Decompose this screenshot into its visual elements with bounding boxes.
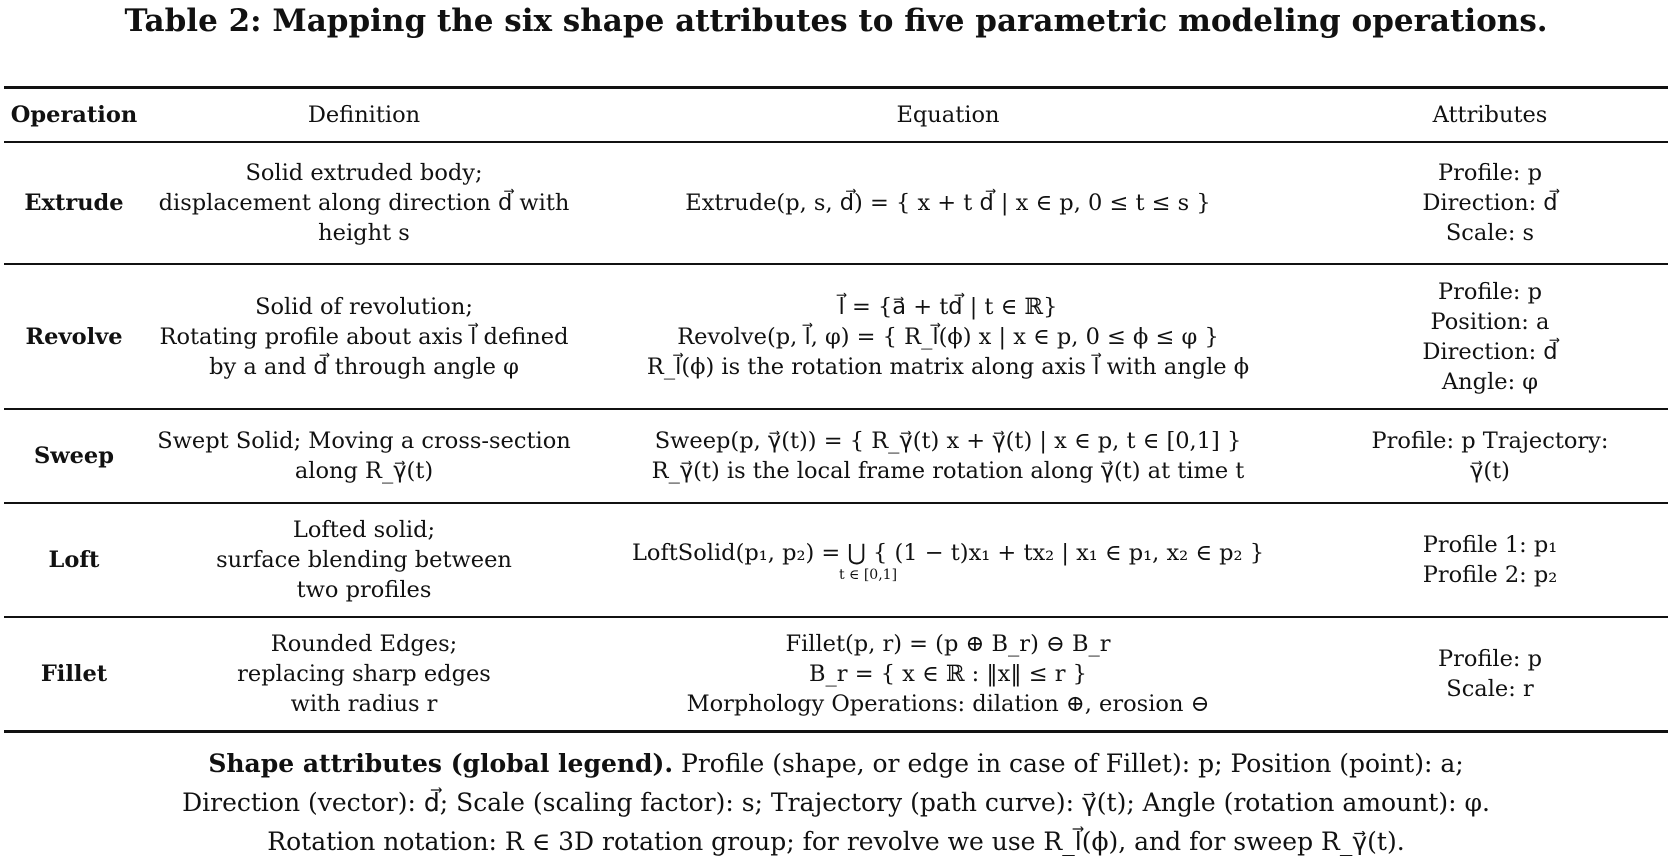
definition-line: by a and d⃗ through angle φ bbox=[209, 353, 519, 380]
operation-name: Fillet bbox=[40, 660, 108, 687]
attribute-line: Direction: d⃗ bbox=[1422, 190, 1558, 216]
definition-cell bbox=[144, 264, 584, 409]
table-caption: Table 2: Mapping the six shape attributes to five parametric modeling operations. bbox=[124, 3, 1548, 39]
legend-line bbox=[0, 744, 1672, 783]
equation-line: l⃗ = {a⃗ + td⃗ | t ∈ ℝ} bbox=[838, 293, 1058, 320]
table-row bbox=[4, 409, 1668, 503]
attributes-cell bbox=[1312, 142, 1668, 264]
definition-line: Lofted solid; bbox=[292, 517, 436, 543]
header-operation: Operation bbox=[10, 102, 138, 128]
operation-name: Sweep bbox=[34, 443, 114, 469]
attributes-cell bbox=[1312, 503, 1668, 617]
equation-line: R_γ⃗(t) is the local frame rotation along γ⃗(t) at time t bbox=[651, 458, 1245, 484]
header-row bbox=[4, 88, 1668, 143]
equation-line: Morphology Operations: dilation ⊕, erosion ⊖ bbox=[686, 690, 1210, 717]
definition-line: surface blending between two profiles bbox=[216, 547, 512, 603]
table-row bbox=[4, 617, 1668, 731]
operation-name: Extrude bbox=[24, 190, 124, 216]
equation-line: Sweep(p, γ⃗(t)) = { R_γ⃗(t) x + γ⃗(t) | x ∈ p, t ∈ [0,1] } bbox=[654, 428, 1242, 454]
legend-title: Shape attributes (global legend). bbox=[208, 749, 674, 778]
equation-cell bbox=[584, 264, 1312, 409]
definition-cell bbox=[144, 142, 584, 264]
attribute-line: Profile: p bbox=[1437, 278, 1543, 305]
legend-text: Profile (shape, or edge in case of Fillet): p; Position (point): a; bbox=[673, 749, 1464, 778]
equation-cell bbox=[584, 409, 1312, 503]
attributes-cell bbox=[1312, 617, 1668, 731]
attribute-line: Profile: p bbox=[1437, 645, 1543, 672]
definition-line: Rotating profile about axis l⃗ defined bbox=[159, 323, 569, 350]
attribute-line: Profile 2: p₂ bbox=[1422, 562, 1558, 588]
equation-cell bbox=[584, 142, 1312, 264]
equation-line: LoftSolid(p₁, p₂) = ⋃ { (1 − t)x₁ + tx₂ | x₁ ∈ p₁, x₂ ∈ p₂ } bbox=[631, 540, 1265, 566]
global-legend bbox=[0, 744, 1672, 861]
operation-name: Loft bbox=[48, 547, 100, 573]
equation-line: R_l⃗(ϕ) is the rotation matrix along axis l⃗ with angle ϕ bbox=[646, 353, 1250, 380]
attribute-line: Profile: p bbox=[1437, 160, 1543, 186]
operation-name: Revolve bbox=[25, 323, 123, 350]
table-row bbox=[4, 264, 1668, 409]
equation-line: B_r = { x ∈ ℝ : ‖x‖ ≤ r } bbox=[809, 660, 1087, 687]
definition-line: Solid of revolution; bbox=[255, 293, 473, 320]
equation-cell bbox=[584, 503, 1312, 617]
definition-line: Solid extruded body; bbox=[245, 160, 483, 186]
operations-table bbox=[4, 86, 1668, 733]
equation-cell bbox=[584, 617, 1312, 731]
attribute-line: Profile 1: p₁ bbox=[1422, 532, 1558, 558]
definition-cell bbox=[144, 617, 584, 731]
union-subscript: t ∈ [0,1] bbox=[838, 567, 898, 583]
attribute-line: Direction: d⃗ bbox=[1422, 338, 1558, 365]
attribute-line: Profile: p Trajectory: γ⃗(t) bbox=[1371, 428, 1609, 484]
attributes-cell bbox=[1312, 264, 1668, 409]
legend-line: Direction (vector): d⃗; Scale (scaling factor): s; Trajectory (path curve): γ⃗(t); Angle (rotation amount): φ. bbox=[182, 788, 1490, 817]
legend-line: Rotation notation: R ∈ 3D rotation group; for revolve we use R_l⃗(ϕ), and for sweep R_γ⃗(t). bbox=[267, 827, 1405, 856]
header-equation: Equation bbox=[896, 102, 1000, 128]
definition-cell bbox=[144, 409, 584, 503]
table-row bbox=[4, 142, 1668, 264]
attribute-line: Angle: φ bbox=[1441, 368, 1539, 395]
definition-line: Rounded Edges; replacing sharp edges with radius r bbox=[237, 630, 491, 717]
table-row bbox=[4, 503, 1668, 617]
equation-line: Revolve(p, l⃗, φ) = { R_l⃗(ϕ) x | x ∈ p, 0 ≤ ϕ ≤ φ } bbox=[677, 323, 1219, 350]
definition-cell bbox=[144, 503, 584, 617]
equation-line: Extrude(p, s, d⃗) = { x + t d⃗ | x ∈ p, 0 ≤ t ≤ s } bbox=[685, 190, 1211, 216]
attribute-line: Scale: s bbox=[1445, 220, 1535, 246]
definition-line: displacement along direction d⃗ with height s bbox=[158, 190, 570, 246]
header-definition: Definition bbox=[307, 102, 421, 128]
attributes-cell bbox=[1312, 409, 1668, 503]
header-attributes: Attributes bbox=[1432, 102, 1548, 128]
attribute-line: Scale: r bbox=[1446, 675, 1534, 702]
definition-line: Swept Solid; Moving a cross-section along R_γ⃗(t) bbox=[157, 428, 571, 484]
attribute-line: Position: a bbox=[1430, 308, 1550, 335]
equation-line: Fillet(p, r) = (p ⊕ B_r) ⊖ B_r bbox=[785, 630, 1111, 657]
